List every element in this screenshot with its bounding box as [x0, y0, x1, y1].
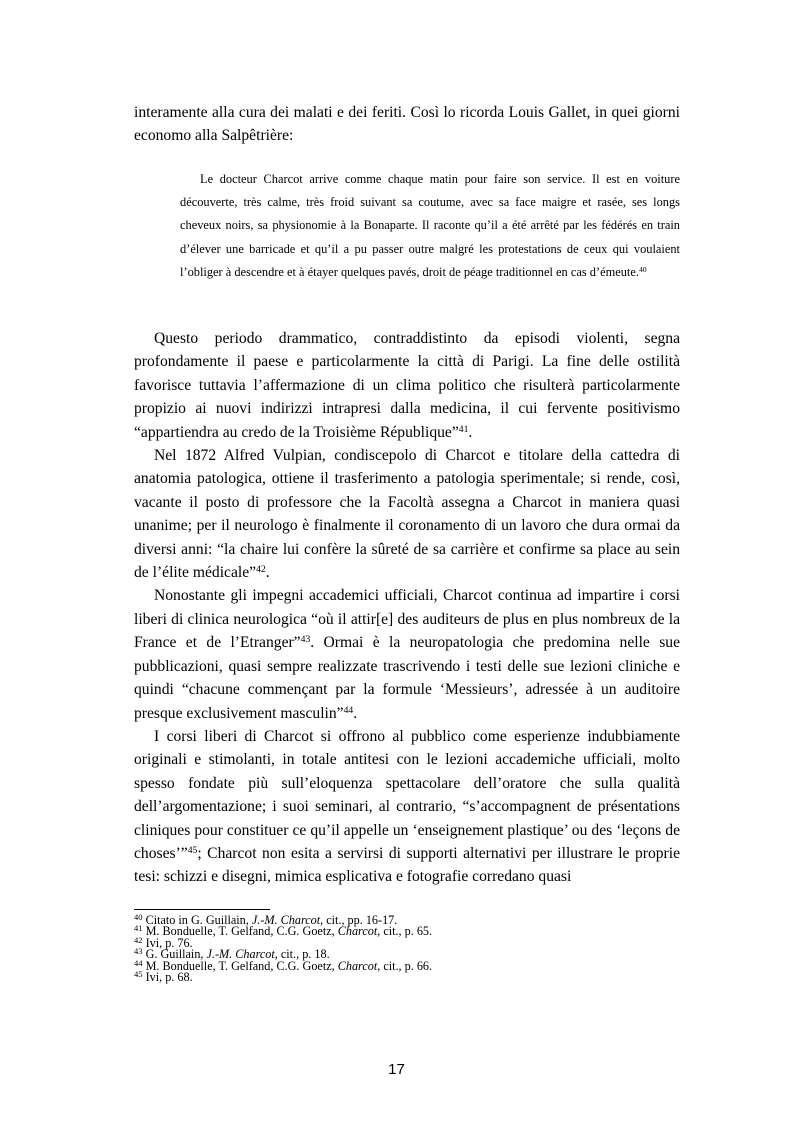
- footnote-number: 44: [134, 957, 143, 968]
- footnote-ref: 45: [187, 845, 198, 857]
- footnote: [134, 957, 680, 973]
- paragraph-text: .: [353, 704, 358, 722]
- paragraph: [134, 444, 680, 584]
- paragraph-text: ; Charcot non esita a servirsi di supporti alternativi per illustrare le proprie tesi: schizzi e disegni, mimica esplicativa e fotografie corredano quasi: [134, 844, 680, 886]
- footnote-title: J.-M. Charcot: [251, 913, 321, 927]
- footnote: [134, 923, 680, 939]
- footnote: [134, 969, 680, 985]
- footnote-text: , cit., p. 65.: [377, 924, 433, 939]
- footnote-text: , cit., p. 66.: [377, 958, 433, 973]
- footnote-text: , cit., pp. 16-17.: [320, 913, 398, 927]
- footnote-ref: 44: [343, 704, 354, 716]
- footnote-ref: 43: [300, 634, 311, 646]
- footnote-number: 42: [134, 934, 143, 945]
- page-number: 17: [388, 1061, 405, 1078]
- main-body: [134, 327, 680, 889]
- paragraph-text: Questo periodo drammatico, contraddistinto da episodi violenti, segna profondamente il paese e particolarmente la città di Parigi. La fine delle ostilità favorisce tuttavia l’affermazione di un clima politico che risulterà particolarmente propizio ai nuovi indirizzi intrapresi dalla medicina, il cui fervente positivismo “appartiendra au credo de la Troisième République”: [134, 330, 680, 441]
- footnote-text: , cit., p. 18.: [274, 947, 330, 962]
- paragraph-text: Nonostante gli impegni accademici ufficiali, Charcot continua ad impartire i corsi liberi di clinica neurologica “où il attir[e] des auditeurs de plus en plus nombreux de la France et de l’Etranger”: [134, 587, 680, 652]
- footnote-number: 43: [134, 946, 143, 957]
- footnote-text: M. Bonduelle, T. Gelfand, C.G. Goetz,: [145, 924, 338, 939]
- footnote-number: 40: [134, 912, 143, 923]
- paragraph: [134, 327, 680, 444]
- footnote-text: Citato in G. Guillain,: [145, 913, 252, 927]
- footnote-ref: 42: [256, 564, 266, 576]
- footnote-number: 41: [134, 923, 143, 934]
- footnote-text: Ivi, p. 76.: [145, 935, 193, 950]
- intro-paragraph: [134, 101, 680, 148]
- footnote-text: Ivi, p. 68.: [145, 970, 193, 985]
- paragraph: [134, 725, 680, 889]
- footnote-title: Charcot: [337, 958, 378, 973]
- paragraph-text: .: [265, 564, 270, 582]
- paragraph-text: Nel 1872 Alfred Vulpian, condiscepolo di Charcot e titolare della cattedra di anatomia patologica, ottiene il trasferimento a patologia sperimentale; si rende, così, vacante il posto di professore che la Facoltà assegna a Charcot in maniera quasi unanime; per il neurologo è finalmente il coronamento di un lavoro che dura ormai da diversi anni: “la chaire lui confère la sûreté de sa carrière et confirme sa place au sein de l’élite médicale”: [134, 447, 680, 582]
- paragraph-text: . Ormai è la neuropatologia che predomina nelle sue pubblicazioni, quasi sempre realizzate trascrivendo i testi delle sue lezioni cliniche e quindi “chacune commençant par la formule ‘Messieurs’, adressée à un auditoire presque exclusivement masculin”: [134, 634, 680, 722]
- intro-text: interamente alla cura dei malati e dei feriti. Così lo ricorda Louis Gallet, in quei giorni economo alla Salpêtrière:: [134, 104, 680, 145]
- footnote-ref: 40: [638, 264, 647, 274]
- footnote-text: M. Bonduelle, T. Gelfand, C.G. Goetz,: [145, 958, 338, 973]
- footnote-title: Charcot: [337, 924, 378, 939]
- footnote-number: 45: [134, 969, 143, 980]
- footnote-text: G. Guillain,: [145, 947, 207, 962]
- paragraph: [134, 584, 680, 724]
- quote-text: Le docteur Charcot arrive comme chaque matin pour faire son service. Il est en voiture découverte, très calme, très froid suivant sa coutume, avec sa face maigre et rasée, ses longs cheveux noirs, sa physionomie à la Bonaparte. Il raconte qu’il a été arrêté par les fédérés en train d’élever une barricade et qu’il a pu passer outre malgré les protestations de ceux qui voulaient l’obliger à descendre et à étayer quelques pavés, droit de péage traditionnel en cas d’émeute.: [180, 172, 680, 279]
- footnote-title: J.-M. Charcot: [206, 947, 275, 962]
- block-quote: [180, 168, 680, 284]
- footnote-ref: 41: [458, 423, 469, 435]
- paragraph-text: I corsi liberi di Charcot si offrono al pubblico come esperienze indubbiamente originali e stimolanti, in totale antitesi con le lezioni accademiche ufficiali, molto spesso fondate più sull’eloquenza spettacolare dell’oratore che sulla qualità dell’argomentazione; i suoi seminari, al contrario, “s’accompagnent de présentations cliniques pour constituer ce qu’il appelle un ‘enseignement plastique’ ou des ‘leçons de choses’”: [134, 727, 680, 862]
- paragraph-text: .: [468, 423, 473, 441]
- footnotes: [134, 912, 680, 985]
- footnote-separator: [134, 909, 270, 910]
